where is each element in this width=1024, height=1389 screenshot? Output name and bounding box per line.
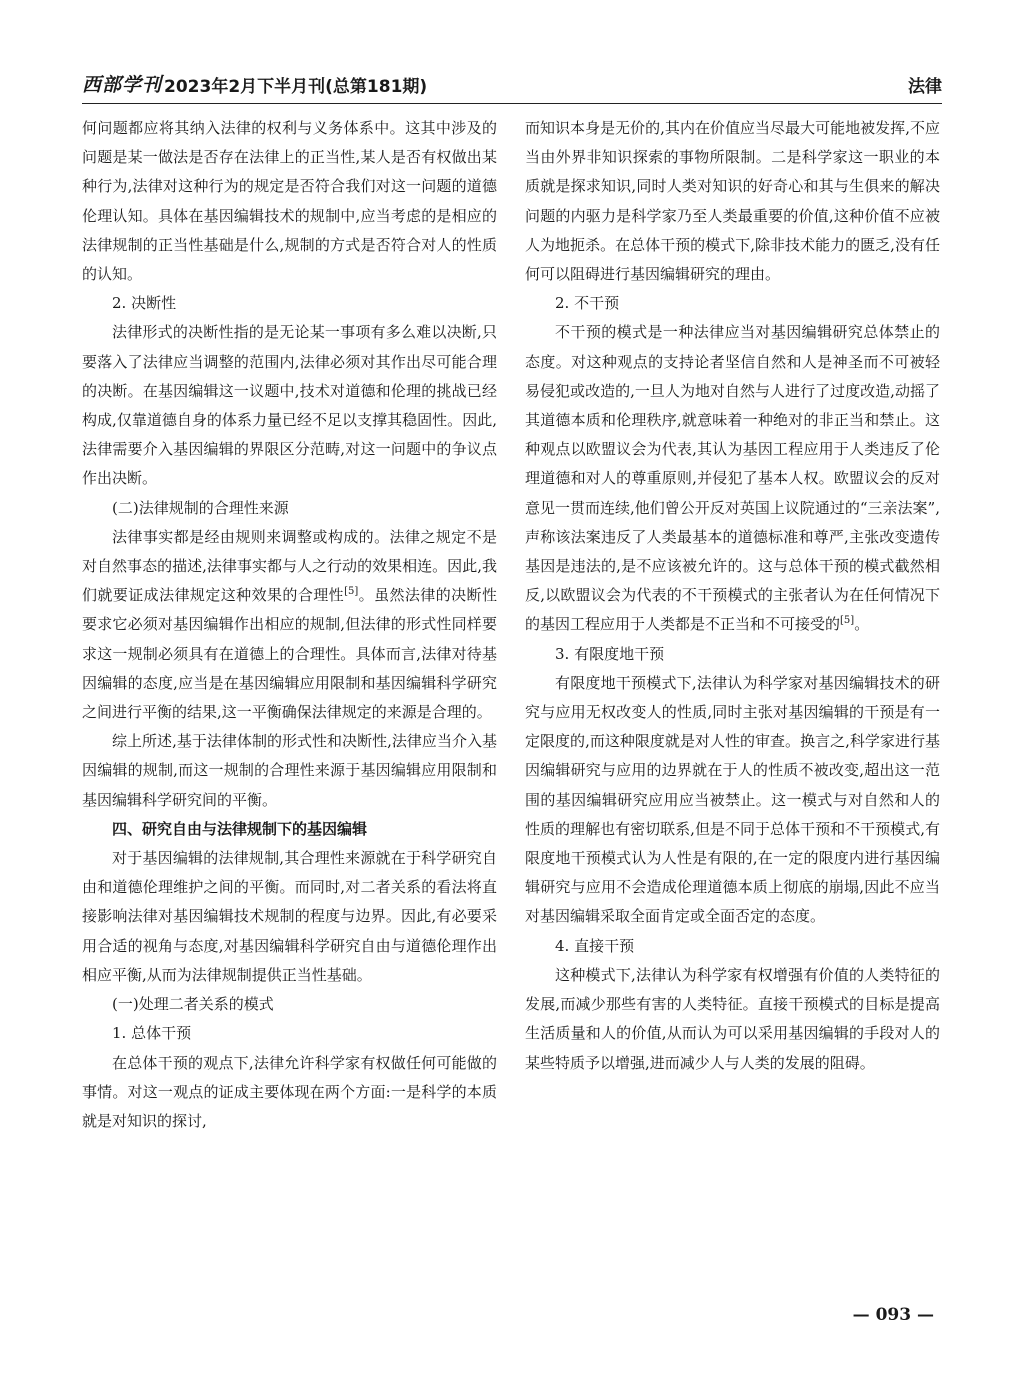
paragraph: 有限度地干预模式下,法律认为科学家对基因编辑技术的研究与应用无权改变人的性质,同时主张对基因编辑的干预是有一定限度的,而这种限度就是对人性的审查。换言之,科学家进行基因编辑研究与应用的边界就在于人的性质不被改变,超出这一范围的基因编辑研究应用应当被禁止。这一模式与对自然和人的性质的理解也有密切联系,但是不同于总体干预和不干预模式,有限度地干预模式认为人性是有限的,在一定的限度内进行基因编辑研究与应用不会造成伦理道德本质上彻底的崩塌,因此不应当对基因编辑采取全面肯定或全面否定的态度。 (525, 673, 940, 926)
citation-ref: [5] (840, 615, 855, 627)
section-heading: (二)法律规制的合理性来源 (112, 498, 289, 517)
paragraph: 这种模式下,法律认为科学家有权增强有价值的人类特征的发展,而减少那些有害的人类特征。直接干预模式的目标是提高生活质量和人的价值,从而认为可以采用基因编辑的手段对人的某些特质予以增强,进而减少人与人类的发展的阻碍。 (525, 965, 940, 1072)
paragraph-text: 。 (854, 615, 870, 634)
paragraph (82, 523, 497, 727)
subsection-heading: 2. 决断性 (112, 294, 177, 313)
paragraph: 对于基因编辑的法律规制,其合理性来源就在于科学研究自由和道德伦理维护之间的平衡。而同时,对二者关系的看法将直接影响法律对基因编辑技术规制的程度与边界。因此,有必要采用合适的视角与态度,对基因编辑科学研究自由与道德伦理作出相应平衡,从而为法律规制提供正当性基础。 (82, 849, 497, 984)
subsection-heading: 3. 有限度地干预 (555, 644, 665, 663)
page-header (82, 70, 942, 104)
paragraph-text: 。虽然法律的决断性要求它必须对基因编辑作出相应的规制,但法律的形式性同样要求这一规制必须具有在道德上的合理性。具体而言,法律对待基因编辑的态度,应当是在基因编辑应用限制和基因编辑科学研究之间进行平衡的结果,这一平衡确保法律规定的来源是合理的。 (82, 586, 497, 722)
paragraph-text: 不干预的模式是一种法律应当对基因编辑研究总体禁止的态度。对这种观点的支持论者坚信自然和人是神圣而不可被轻易侵犯或改造的,一旦人为地对自然与人进行了过度改造,动摇了其道德本质和伦理秩序,就意味着一种绝对的非正当和禁止。这种观点以欧盟议会为代表,其认为基因工程应用于人类违反了伦理道德和对人的尊重原则,并侵犯了基本人权。欧盟议会的反对意见一贯而连续,他们曾公开反对英国上议院通过的“三亲法案”,声称该法案违反了人类最基本的道德标准和尊严,主张改变遗传基因是违法的,是不应该被允许的。这与总体干预的模式截然相反,以欧盟议会为代表的不干预模式的主张者认为在任何情况下的基因工程应用于人类都是不正当和不可接受的 (525, 323, 940, 634)
page-number: — 093 — (852, 1305, 934, 1325)
journal-issue: 2023年2月下半月刊(总第181期) (164, 77, 428, 97)
section-name: 法律 (908, 77, 942, 97)
subsection-heading: 1. 总体干预 (112, 1024, 192, 1043)
subsection-heading: 4. 直接干预 (555, 936, 635, 955)
paragraph: 何问题都应将其纳入法律的权利与义务体系中。这其中涉及的问题是某一做法是否存在法律上的正当性,某人是否有权做出某种行为,法律对这种行为的规定是否符合我们对这一问题的道德伦理认知。具体在基因编辑技术的规制中,应当考虑的是相应的法律规制的正当性基础是什么,规制的方式是否符合对人的性质的认知。 (82, 119, 497, 284)
paragraph: 而知识本身是无价的,其内在价值应当尽最大可能地被发挥,不应当由外界非知识探索的事物所限制。二是科学家这一职业的本质就是探求知识,同时人类对知识的好奇心和其与生俱来的解决问题的内驱力是科学家乃至人类最重要的价值,这种价值不应被人为地扼杀。在总体干预的模式下,除非技术能力的匮乏,没有任何可以阻碍进行基因编辑研究的理由。 (525, 119, 940, 284)
journal-logo: 西部学刊 (82, 74, 163, 96)
citation-ref: [5] (344, 586, 359, 598)
paragraph: 综上所述,基于法律体制的形式性和决断性,法律应当介入基因编辑的规制,而这一规制的合理性来源于基因编辑应用限制和基因编辑科学研究间的平衡。 (82, 732, 497, 809)
paragraph-text: 法律事实都是经由规则来调整或构成的。法律之规定不是对自然事态的描述,法律事实都与人之行动的效果相连。因此,我们就要证成法律规定这种效果的合理性 (82, 527, 497, 605)
journal-info (82, 70, 427, 97)
paragraph (525, 318, 940, 639)
section-heading: (一)处理二者关系的模式 (112, 995, 274, 1014)
right-column (525, 114, 940, 1304)
paragraph: 在总体干预的观点下,法律允许科学家有权做任何可能做的事情。对这一观点的证成主要体现在两个方面:一是科学的本质就是对知识的探讨, (82, 1053, 497, 1130)
chapter-heading: 四、研究自由与法律规制下的基因编辑 (112, 819, 368, 838)
left-column (82, 114, 497, 1304)
paragraph: 法律形式的决断性指的是无论某一事项有多么难以决断,只要落入了法律应当调整的范围内,法律必须对其作出尽可能合理的决断。在基因编辑这一议题中,技术对道德和伦理的挑战已经构成,仅靠道德自身的体系力量已经不足以支撑其稳固性。因此,法律需要介入基因编辑的界限区分范畴,对这一问题中的争议点作出决断。 (82, 323, 497, 488)
subsection-heading: 2. 不干预 (555, 294, 620, 313)
